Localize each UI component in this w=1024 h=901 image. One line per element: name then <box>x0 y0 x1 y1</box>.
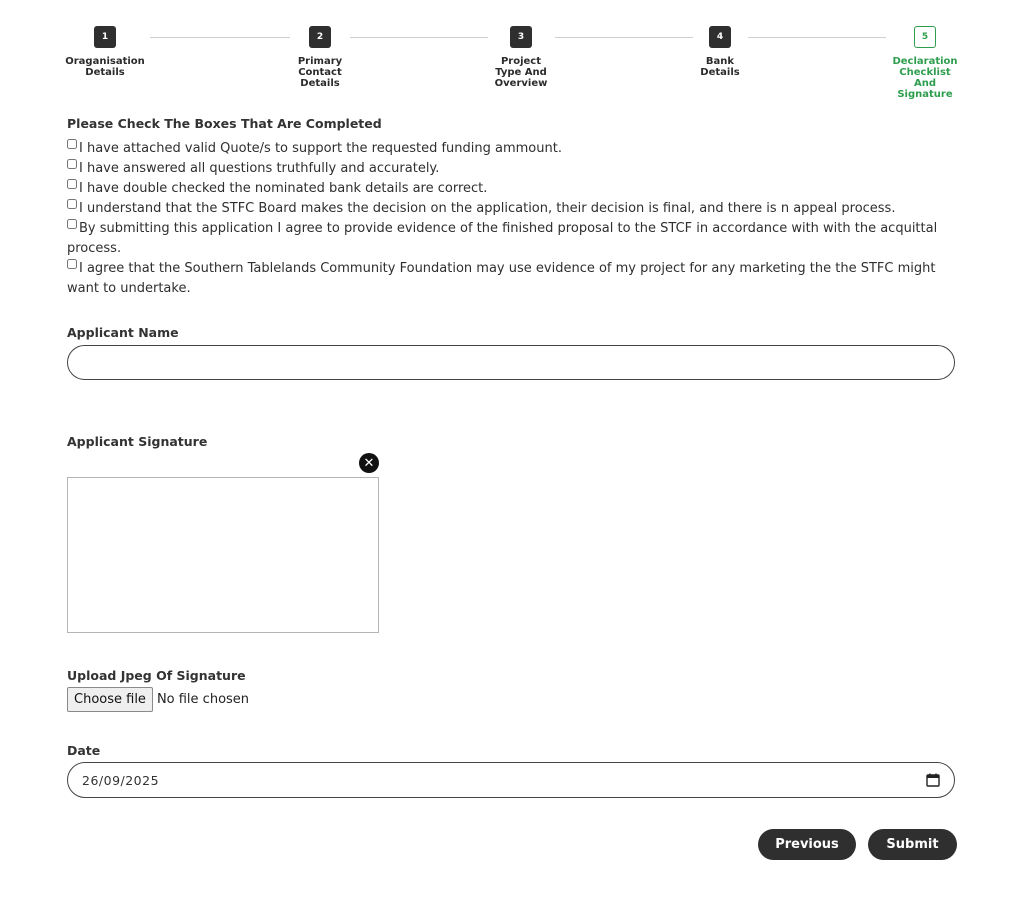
calendar-icon[interactable] <box>926 773 940 787</box>
checklist-item-label: I have double checked the nominated bank details are correct. <box>79 181 488 196</box>
checklist-item <box>67 159 947 179</box>
upload-label: Upload Jpeg Of Signature <box>67 668 246 683</box>
file-status: No file chosen <box>156 692 250 707</box>
step-label: Declaration Checklist And Signature <box>892 56 958 100</box>
checklist-item <box>67 259 947 299</box>
step-connector <box>555 37 693 38</box>
step-number: 1 <box>94 26 116 48</box>
checklist-item-label: I have attached valid Quote/s to support the requested funding ammount. <box>79 141 562 156</box>
checklist-item <box>67 139 947 159</box>
step-connector <box>150 37 290 38</box>
step-label: Primary Contact Details <box>297 56 343 89</box>
step-connector <box>350 37 488 38</box>
step-number: 3 <box>510 26 532 48</box>
checklist-checkbox[interactable] <box>67 159 77 169</box>
checklist-checkbox[interactable] <box>67 219 77 229</box>
checklist-item-label: I agree that the Southern Tablelands Community Foundation may use evidence of my project for any marketing the the STFC might want to undertake. <box>67 261 936 296</box>
date-label: Date <box>67 743 101 758</box>
step-connector <box>748 37 886 38</box>
step-label: Project Type And Overview <box>494 56 548 89</box>
checklist-item <box>67 199 947 219</box>
step-2[interactable] <box>275 26 365 89</box>
step-number: 4 <box>709 26 731 48</box>
step-number: 5 <box>914 26 936 48</box>
close-circle-icon[interactable]: ✕ <box>359 453 379 473</box>
checklist-item-label: I have answered all questions truthfully and accurately. <box>79 161 440 176</box>
signature-pad[interactable] <box>67 477 379 633</box>
applicant-name-input[interactable] <box>67 345 955 380</box>
checklist-checkbox[interactable] <box>67 139 77 149</box>
signature-label: Applicant Signature <box>67 434 208 449</box>
checklist-checkbox[interactable] <box>67 199 77 209</box>
checklist-item-label: By submitting this application I agree to provide evidence of the finished proposal to the STCF in accordance with with the acquittal process. <box>67 221 938 256</box>
checklist-item-label: I understand that the STFC Board makes the decision on the application, their decision is final, and there is n appeal process. <box>79 201 896 216</box>
step-label: Bank Details <box>700 56 740 78</box>
file-upload <box>67 687 249 712</box>
choose-file-button[interactable]: Choose file <box>67 687 153 712</box>
submit-button[interactable]: Submit <box>868 829 957 860</box>
previous-button[interactable]: Previous <box>758 829 856 860</box>
date-input[interactable] <box>67 762 955 798</box>
step-3[interactable] <box>476 26 566 89</box>
date-value: 26/09/2025 <box>82 772 160 788</box>
step-5[interactable] <box>880 26 970 100</box>
declaration-checklist <box>67 139 947 299</box>
checklist-item <box>67 219 947 259</box>
step-1[interactable] <box>60 26 150 78</box>
checklist-item <box>67 179 947 199</box>
step-4[interactable] <box>675 26 765 78</box>
checklist-title: Please Check The Boxes That Are Completed <box>67 116 382 131</box>
step-number: 2 <box>309 26 331 48</box>
step-label: Oraganisation Details <box>65 56 145 78</box>
checklist-checkbox[interactable] <box>67 259 77 269</box>
checklist-checkbox[interactable] <box>67 179 77 189</box>
applicant-name-label: Applicant Name <box>67 325 179 340</box>
progress-stepper <box>0 0 1024 110</box>
